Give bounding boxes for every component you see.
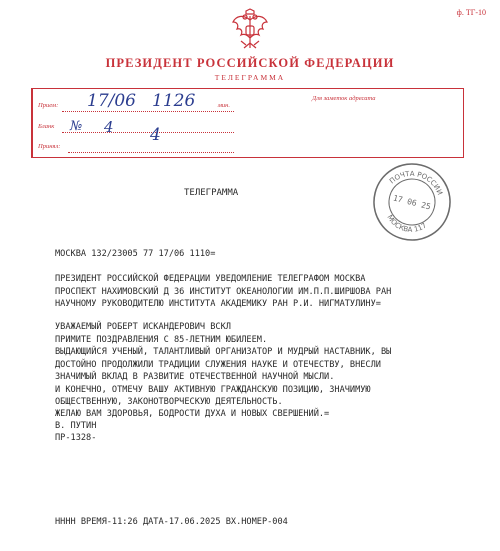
body-line: УВАЖАЕМЫЙ РОБЕРТ ИСКАНДЕРОВИЧ ВСКЛ [55, 322, 231, 332]
blank-dotted-line [62, 132, 234, 133]
received-dotted-line [62, 111, 234, 112]
blank-number-sign: № [70, 119, 83, 134]
minutes-label: мин. [217, 102, 230, 109]
received-time-handwritten: 1126 [152, 91, 196, 111]
body-line: ВЫДАЮЩИЙСЯ УЧЕНЫЙ, ТАЛАНТЛИВЫЙ ОРГАНИЗАТОР И МУДРЫЙ НАСТАВНИК, ВЫ [55, 347, 392, 357]
stamp-bottom-text: МОСКВА 117 [385, 213, 429, 234]
body-line: И КОНЕЧНО, ОТМЕЧУ ВАШУ АКТИВНУЮ ГРАЖДАНСКУЮ ПОЗИЦИЮ, ЗНАЧИМУЮ [55, 385, 371, 395]
address-line: НАУЧНОМУ РУКОВОДИТЕЛЮ ИНСТИТУТА АКАДЕМИКУ РАН Р.И. НИГМАТУЛИНУ= [55, 299, 381, 309]
stamp-date: 17 06 25 [392, 193, 432, 212]
body-line: ПРИМИТЕ ПОЗДРАВЛЕНИЯ С 85-ЛЕТНИМ ЮБИЛЕЕМ. [55, 335, 268, 345]
reception-form-box [31, 88, 464, 158]
signature-line: В. ПУТИН [55, 421, 97, 431]
document-subtitle: ТЕЛЕГРАММА [214, 73, 286, 82]
form-code: ф. ТГ-10 [456, 8, 486, 17]
stamp-top-text: ПОЧТА РОССИИ [388, 169, 444, 197]
telegram-footer: НННН ВРЕМЯ-11:26 ДАТА-17.06.2025 ВХ.НОМЕР-004 [55, 517, 288, 527]
received-row [38, 95, 234, 114]
form-divider [32, 89, 33, 157]
blank-number-handwritten: 4 [104, 118, 114, 136]
blank-row [38, 116, 234, 135]
notes-label: Для заметок адресата [312, 95, 376, 102]
accepted-row [38, 136, 234, 155]
double-headed-eagle-emblem-icon [229, 8, 271, 54]
blank-label: Бланк [38, 123, 55, 130]
reference-line: ПР-1328- [55, 433, 97, 443]
address-line: ПРОСПЕКТ НАХИМОВСКИЙ Д 36 ИНСТИТУТ ОКЕАНОЛОГИИ ИМ.П.П.ШИРШОВА РАН [55, 287, 392, 297]
accepted-label: Принял: [38, 143, 61, 150]
body-line: ЗНАЧИМЫЙ ВКЛАД В РАЗВИТИЕ ОТЕЧЕСТВЕННОЙ НАУЧНОЙ МЫСЛИ. [55, 372, 335, 382]
body-line: ОБЩЕСТВЕННУЮ, ЗАКОНОТВОРЧЕСКУЮ ДЕЯТЕЛЬНОСТЬ. [55, 397, 283, 407]
accepted-dotted-line [68, 152, 234, 153]
received-label: Прием: [38, 102, 59, 109]
document-title: ПРЕЗИДЕНТ РОССИЙСКОЙ ФЕДЕРАЦИИ [105, 56, 395, 70]
route-line: МОСКВА 132/23005 77 17/06 1110= [55, 249, 216, 259]
received-date-handwritten: 17/06 [87, 91, 136, 111]
address-line: ПРЕЗИДЕНТ РОССИЙСКОЙ ФЕДЕРАЦИИ УВЕДОМЛЕНИЕ ТЕЛЕГРАФОМ МОСКВА [55, 274, 366, 284]
telegram-heading: ТЕЛЕГРАММА [184, 188, 239, 198]
blank-mark-handwritten: 4 [150, 125, 161, 145]
body-line: ДОСТОЙНО ПРОДОЛЖИЛИ ТРАДИЦИИ СЛУЖЕНИЯ НАУКЕ И ОТЕЧЕСТВУ, ВНЕСЛИ [55, 360, 381, 370]
postal-stamp [370, 160, 454, 244]
body-line: ЖЕЛАЮ ВАМ ЗДОРОВЬЯ, БОДРОСТИ ДУХА И НОВЫХ СВЕРШЕНИЙ.= [55, 409, 330, 419]
